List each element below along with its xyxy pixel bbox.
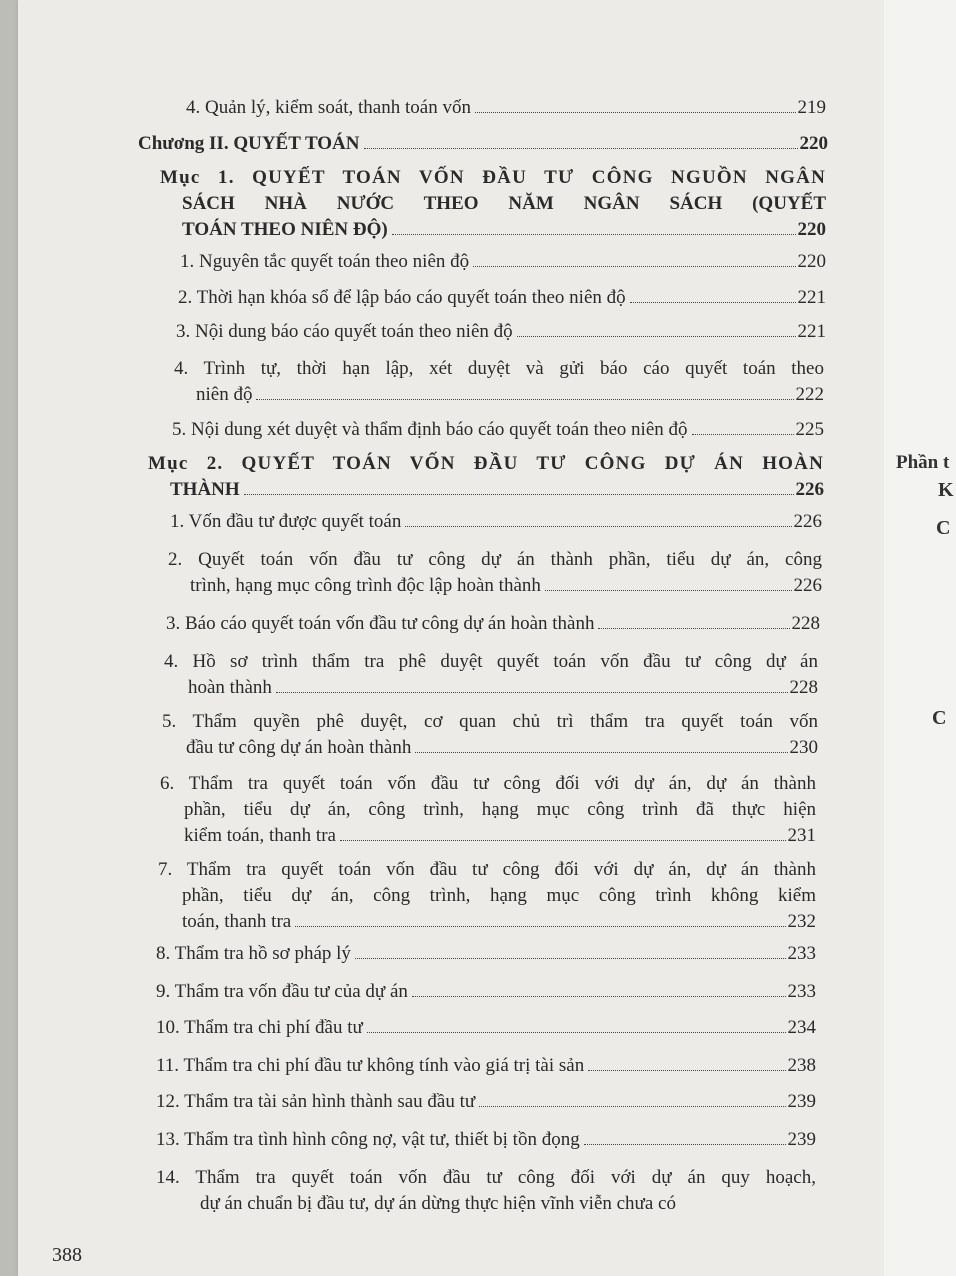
toc-page-number: 232 [787,911,816,932]
toc-entry [164,650,818,702]
next-page-fragment: Phần t [896,452,950,473]
toc-entry [160,772,816,850]
toc-page-number: 225 [795,419,824,440]
previous-page-edge [0,0,18,1276]
toc-entry [176,320,826,346]
toc-entry [156,1090,816,1116]
toc-chapter [138,132,828,158]
toc-entry-text: đầu tư công dự án hoàn thành [186,737,412,758]
dot-leader [244,493,794,495]
dot-leader [405,525,791,527]
toc-entry-text: 10. Thẩm tra chi phí đầu tư [156,1017,363,1038]
toc-page-number: 228 [789,677,818,698]
toc-section [148,452,824,504]
toc-entry [186,96,826,122]
toc-entry-text: dự án chuẩn bị đầu tư, dự án dừng thực hiện vĩnh viễn chưa có [200,1193,676,1214]
toc-entry-text: 3. Nội dung báo cáo quyết toán theo niên độ [176,321,513,342]
toc-entry [158,858,816,936]
toc-page-number: 221 [797,287,826,308]
toc-entry [162,710,818,762]
toc-entry [156,1016,816,1042]
dot-leader [473,265,795,267]
toc-entry [168,548,822,600]
dot-leader [630,301,796,303]
dot-leader [692,433,794,435]
toc-page-number: 233 [787,981,816,1002]
next-page-edge [884,0,956,1276]
toc-page-number: 228 [791,613,820,634]
toc-entry-text: 4. Quản lý, kiểm soát, thanh toán vốn [186,97,471,118]
toc-entry-text: Chương II. QUYẾT TOÁN [138,133,360,154]
toc-page-number: 239 [787,1091,816,1112]
dot-leader [276,691,788,693]
toc-entry-text: toán, thanh tra [182,911,292,932]
dot-leader [598,627,789,629]
toc-entry-text: Mục 1. QUYẾT TOÁN VỐN ĐẦU TƯ CÔNG NGUỒN NGÂN [160,167,826,188]
toc-entry-text: 1. Vốn đầu tư được quyết toán [170,511,402,532]
toc-entry-text: THÀNH [170,479,240,500]
toc-entry-text: Mục 2. QUYẾT TOÁN VỐN ĐẦU TƯ CÔNG DỰ ÁN HOÀN [148,453,824,474]
toc-entry [180,250,826,276]
toc-page-number: 238 [787,1055,816,1076]
toc-entry-text: 5. Thẩm quyền phê duyệt, cơ quan chủ trì thẩm tra quyết toán vốn [162,711,818,732]
toc-entry [174,357,824,409]
dot-leader [517,335,796,337]
toc-page-number: 221 [797,321,826,342]
toc-entry-text: 9. Thẩm tra vốn đầu tư của dự án [156,981,408,1002]
toc-page-number: 226 [793,575,822,596]
dot-leader [392,233,796,235]
toc-section [160,166,826,244]
dot-leader [545,589,792,591]
toc-entry-text: 4. Trình tự, thời hạn lập, xét duyệt và gửi báo cáo quyết toán theo [174,358,824,379]
dot-leader [415,751,787,753]
next-page-fragment: C [936,517,951,539]
toc-entry-text: 2. Thời hạn khóa sổ để lập báo cáo quyết toán theo niên độ [178,287,626,308]
toc-page-number: 239 [787,1129,816,1150]
next-page-fragment: K [938,479,954,501]
toc-page-number: 220 [797,251,826,272]
toc-entry-text: 4. Hồ sơ trình thẩm tra phê duyệt quyết toán vốn đầu tư công dự án [164,651,818,672]
dot-leader [479,1105,785,1107]
toc-entry-text: niên độ [196,384,253,405]
toc-entry-text: 7. Thẩm tra quyết toán vốn đầu tư công đối với dự án, dự án thành [158,859,816,880]
toc-entry-text: TOÁN THEO NIÊN ĐỘ) [182,219,388,240]
dot-leader [340,839,786,841]
toc-page-number: 220 [799,133,828,154]
dot-leader [256,398,793,400]
toc-entry [156,1128,816,1154]
dot-leader [355,957,786,959]
toc-entry-text: kiểm toán, thanh tra [184,825,336,846]
toc-page-number: 230 [789,737,818,758]
toc-entry-text: phần, tiểu dự án, công trình, hạng mục công trình không kiểm [182,885,816,906]
toc-entry-text: phần, tiểu dự án, công trình, hạng mục công trình đã thực hiện [184,799,816,820]
toc-entry-text: 5. Nội dung xét duyệt và thẩm định báo cáo quyết toán theo niên độ [172,419,688,440]
book-page [18,0,884,1276]
toc-entry-text: 1. Nguyên tắc quyết toán theo niên độ [180,251,470,272]
toc-entry [156,942,816,968]
dot-leader [588,1069,785,1071]
toc-page-number: 233 [787,943,816,964]
dot-leader [475,111,796,113]
toc-page-number: 220 [797,219,826,240]
toc-page-number: 231 [787,825,816,846]
toc-entry [178,286,826,312]
toc-entry [172,418,824,444]
dot-leader [584,1143,786,1145]
toc-entry-text: hoàn thành [188,677,272,698]
toc-entry-text: 2. Quyết toán vốn đầu tư công dự án thành phần, tiểu dự án, công [168,549,822,570]
toc-entry [156,1054,816,1080]
toc-entry-text: 3. Báo cáo quyết toán vốn đầu tư công dự án hoàn thành [166,613,595,634]
dot-leader [412,995,786,997]
toc-entry-text: 14. Thẩm tra quyết toán vốn đầu tư công đối với dự án quy hoạch, [156,1167,816,1188]
dot-leader [295,925,785,927]
next-page-fragment: C [932,707,947,729]
toc-page-number: 234 [787,1017,816,1038]
toc-entry [166,612,820,638]
toc-page-number: 226 [795,479,824,500]
toc-entry-text: 13. Thẩm tra tình hình công nợ, vật tư, thiết bị tồn đọng [156,1129,580,1150]
toc-entry [156,980,816,1006]
toc-page-number: 226 [793,511,822,532]
toc-entry-text: SÁCH NHÀ NƯỚC THEO NĂM NGÂN SÁCH (QUYẾT [182,193,826,214]
toc-entry-text: 8. Thẩm tra hồ sơ pháp lý [156,943,351,964]
toc-entry [156,1166,816,1218]
page-number: 388 [52,1244,82,1266]
toc-page-number: 222 [795,384,824,405]
dot-leader [364,147,798,149]
toc-entry-text: trình, hạng mục công trình độc lập hoàn thành [190,575,541,596]
toc-page-number: 219 [797,97,826,118]
dot-leader [367,1031,786,1033]
toc-entry-text: 12. Thẩm tra tài sản hình thành sau đầu tư [156,1091,476,1112]
toc-entry-text: 11. Thẩm tra chi phí đầu tư không tính vào giá trị tài sản [156,1055,585,1076]
toc-entry [170,510,822,536]
toc-entry-text: 6. Thẩm tra quyết toán vốn đầu tư công đối với dự án, dự án thành [160,773,816,794]
